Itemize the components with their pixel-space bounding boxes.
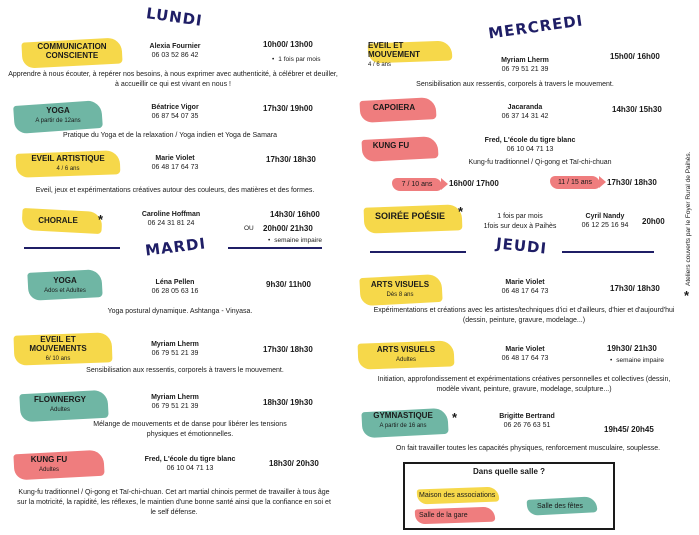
time-eveil-artistique: 17h30/ 18h30 bbox=[266, 155, 316, 164]
note-chorale: • semaine impaire bbox=[268, 237, 322, 244]
or-label: OU bbox=[244, 225, 254, 232]
desc-flownergy: Mélange de mouvements et de danse pour libérer les tensions physiques et émotionnelles. bbox=[93, 421, 287, 439]
desc-yoga-mardi: Yoga postural dynamique. Ashtanga - Vinyasa. bbox=[107, 308, 253, 315]
activity-tag-eveil-mouvement: EVEIL ET MOUVEMENT 4 / 6 ans bbox=[368, 41, 420, 68]
divider-mardi-left bbox=[24, 247, 120, 249]
legend-label-maison: Maison des associations bbox=[419, 492, 496, 499]
room-legend-box bbox=[403, 462, 615, 530]
time-eveil-mouvements: 17h30/ 18h30 bbox=[263, 345, 313, 354]
instructor-beatrice: Béatrice Vigor 06 87 54 07 35 bbox=[151, 104, 199, 121]
activity-tag-communication: COMMUNICATION CONSCIENTE bbox=[37, 42, 107, 60]
star-gymnastique: * bbox=[452, 410, 458, 425]
activity-tag-chorale: CHORALE bbox=[38, 216, 78, 225]
instructor-jacaranda: Jacaranda 06 37 14 31 42 bbox=[501, 104, 549, 121]
arrow-icon bbox=[441, 178, 448, 190]
activity-tag-eveil-mouvements: EVEIL ET MOUVEMENTS 6/ 10 ans bbox=[29, 335, 87, 362]
time-kungfu-mardi: 18h30/ 20h30 bbox=[269, 459, 319, 468]
activity-tag-capoiera: CAPOIERA bbox=[372, 103, 416, 112]
time-chorale: 14h30/ 16h00 bbox=[270, 210, 320, 219]
desc-eveil-artistique: Eveil, jeux et expérimentations créatives autour des couleurs, des matières et des formes. bbox=[35, 187, 315, 194]
activity-tag-yoga-mardi: YOGA Ados et Adultes bbox=[44, 276, 86, 294]
day-title-mardi: MARDI bbox=[144, 234, 207, 260]
legend-label-fetes: Salle des fêtes bbox=[537, 503, 583, 510]
divider-jeudi-left bbox=[370, 251, 466, 253]
instructor-fred-mercredi: Fred, L'école du tigre blanc 06 10 04 71 13 bbox=[484, 137, 576, 154]
instructor-marie-lundi: Marie Violet 06 48 17 64 73 bbox=[151, 155, 199, 172]
desc-communication: Apprendre à nous écouter, à repérer nos besoins, à nous exprimer avec authenticité, à célébrer et deuiller, à accueillir ce qui est vivant en nous ! bbox=[8, 71, 338, 89]
desc-eveil-mouvement: Sensibilisation aux ressentis, corporels à travers le mouvement. bbox=[416, 81, 614, 88]
time-poesie: 20h00 bbox=[642, 217, 665, 226]
desc-gymnastique: On fait travailler toutes les capacités physiques, renforcement musculaire, souplesse. bbox=[395, 445, 661, 452]
activity-tag-kungfu-mardi: KUNG FU Adultes bbox=[30, 455, 68, 473]
time-eveil-mouvement: 15h00/ 16h00 bbox=[610, 52, 660, 61]
activity-tag-flownergy: FLOWNERGY Adultes bbox=[34, 395, 86, 413]
time-flownergy: 18h30/ 19h30 bbox=[263, 398, 313, 407]
desc-arts-visuels: Expérimentations et créations avec les artistes/techniques d'ici et d'ailleurs, d'hier et d'aujourd'hui (dessin, peinture, gravure, modelage...) bbox=[373, 307, 675, 325]
time-communication: 10h00/ 13h00 bbox=[263, 40, 313, 49]
time-capoiera: 14h30/ 15h30 bbox=[612, 105, 662, 114]
activity-tag-eveil-artistique: EVEIL ARTISTIQUE 4 / 6 ans bbox=[31, 154, 105, 172]
instructor-marie-jeudi1: Marie Violet 06 48 17 64 73 bbox=[501, 279, 549, 296]
activity-tag-arts-visuels-adultes: ARTS VISUELS Adultes bbox=[376, 345, 436, 363]
day-title-jeudi: JEUDI bbox=[495, 234, 548, 258]
activity-tag-kungfu-mercredi: KUNG FU bbox=[372, 141, 410, 150]
activity-tag-soiree-poesie: SOIRÉE POÉSIE bbox=[374, 211, 446, 221]
age-pill-11-15: 11 / 15 ans bbox=[550, 176, 600, 189]
instructor-myriam-mardi2: Myriam Lherm 06 79 51 21 39 bbox=[151, 394, 199, 411]
instructor-fred-mardi: Fred, L'école du tigre blanc 06 10 04 71 13 bbox=[144, 456, 236, 473]
day-title-mercredi: MERCREDI bbox=[487, 11, 585, 43]
activity-tag-arts-visuels: ARTS VISUELS Dès 8 ans bbox=[370, 280, 430, 298]
activity-tag-yoga-lundi: YOGA A partir de 12ans bbox=[35, 106, 81, 124]
instructor-lena: Léna Pellen 06 28 05 63 16 bbox=[151, 279, 199, 296]
instructor-myriam-mardi1: Myriam Lherm 06 79 51 21 39 bbox=[151, 341, 199, 358]
divider-jeudi-right bbox=[562, 251, 654, 253]
desc-arts-visuels-adultes: Initiation, approfondissement et expérimentations créatives personnelles et collectives (dessin, modèle vivant, peinture, gravure, modelage, sculpture...) bbox=[377, 376, 671, 394]
time-chorale-alt: 20h00/ 21h30 bbox=[263, 224, 313, 233]
note-arts-visuels-adultes: • semaine impaire bbox=[610, 357, 664, 364]
time-yoga-lundi: 17h30/ 19h00 bbox=[263, 104, 313, 113]
time-arts-visuels: 17h30/ 18h30 bbox=[610, 284, 660, 293]
desc-yoga-lundi: Pratique du Yoga et de la relaxation / Yoga indien et Yoga de Samara bbox=[62, 132, 278, 139]
instructor-myriam-mercredi: Myriam Lherm 06 79 51 21 39 bbox=[501, 57, 549, 74]
time-kungfu-7-10: 16h00/ 17h00 bbox=[449, 179, 499, 188]
instructor-cyril: Cyril Nandy 06 12 25 16 94 bbox=[581, 213, 629, 230]
note-communication: • 1 fois par mois bbox=[272, 56, 321, 63]
time-yoga-mardi: 9h30/ 11h00 bbox=[266, 280, 311, 289]
desc-kungfu-mardi: Kung-fu traditionnel / Qi-gong et Taï-chi-chuan. Cet art martial chinois permet de travailler à tous âge sur la motricité, la rapidité, les réflexes, le maintien d'une bonne santé ainsi que la confiance en soi et le self défense. bbox=[17, 489, 331, 517]
star-chorale: * bbox=[98, 212, 104, 227]
instructor-brigitte: Brigitte Bertrand 06 26 76 63 51 bbox=[499, 413, 555, 430]
age-pill-7-10: 7 / 10 ans bbox=[392, 178, 442, 191]
legend-label-gare: Salle de la gare bbox=[419, 512, 468, 519]
star-poesie: * bbox=[458, 204, 464, 219]
legend-title: Dans quelle salle ? bbox=[472, 467, 546, 476]
time-kungfu-11-15: 17h30/ 18h30 bbox=[607, 178, 657, 187]
side-note: Ateliers couverts par le Foyer Rural de Paihès. bbox=[685, 151, 692, 286]
desc-eveil-mouvements: Sensibilisation aux ressentis, corporels à travers le mouvement. bbox=[86, 367, 284, 374]
divider-mardi-right bbox=[228, 247, 322, 249]
instructor-marie-jeudi2: Marie Violet 06 48 17 64 73 bbox=[501, 346, 549, 363]
frequency-poesie: 1 fois par mois 1fois sur deux à Paihès bbox=[483, 213, 557, 231]
time-arts-visuels-adultes: 19h30/ 21h30 bbox=[607, 344, 657, 353]
day-title-lundi: LUNDI bbox=[145, 4, 204, 30]
instructor-alexia: Alexia Fournier 06 03 52 86 42 bbox=[149, 43, 201, 60]
time-gymnastique: 19h45/ 20h45 bbox=[604, 425, 654, 434]
instructor-caroline: Caroline Hoffman 06 24 31 81 24 bbox=[141, 211, 201, 228]
star-side-note: * bbox=[684, 288, 690, 303]
desc-kungfu-mercredi: Kung-fu traditionnel / Qi-gong et Taï-chi-chuan bbox=[468, 159, 612, 166]
arrow-icon bbox=[599, 176, 606, 188]
activity-tag-gymnastique: GYMNASTIQUE A partir de 16 ans bbox=[373, 411, 433, 429]
